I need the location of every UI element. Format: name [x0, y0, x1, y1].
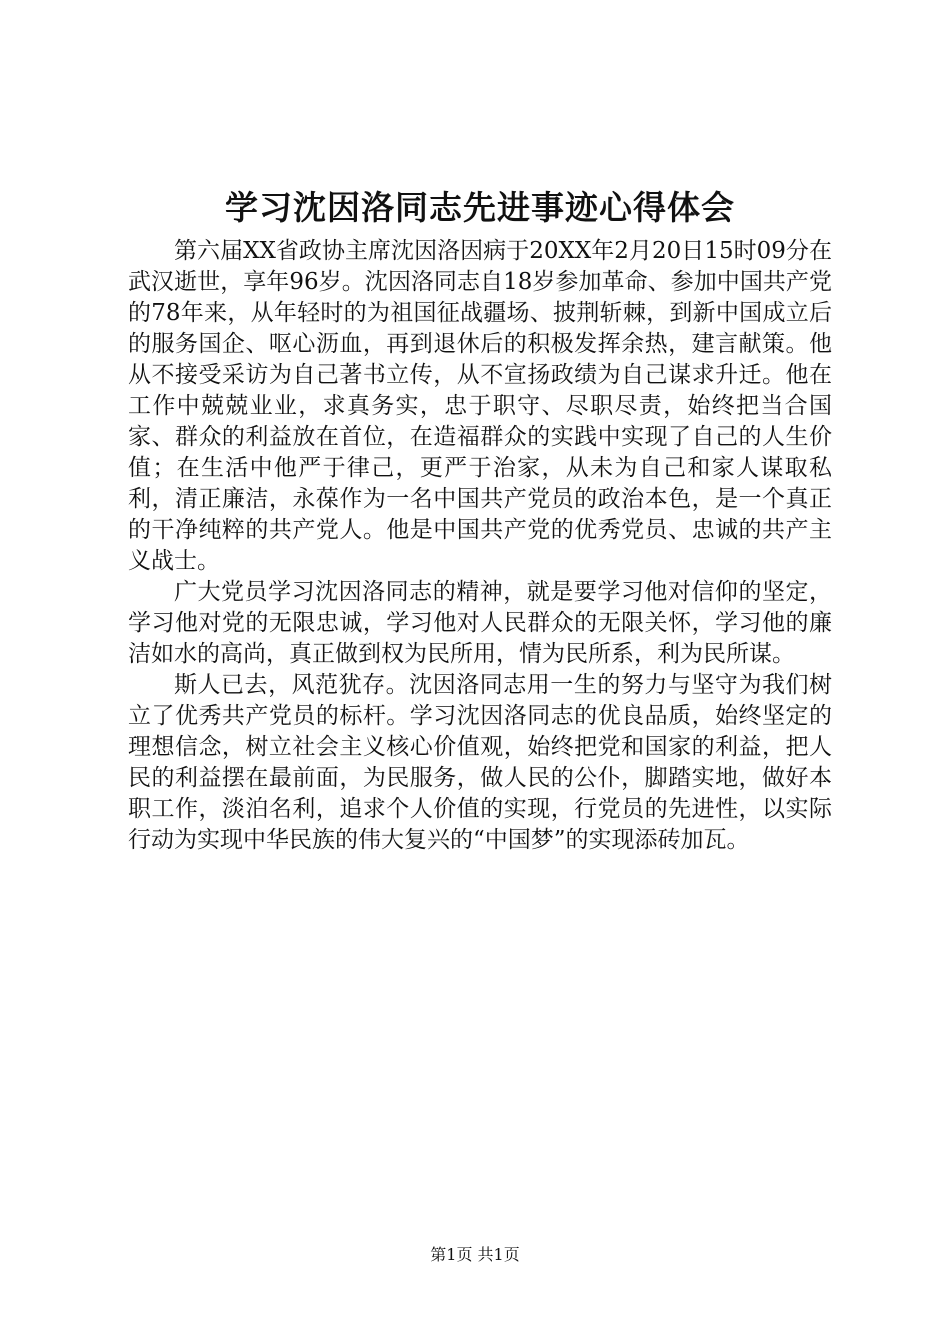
page-footer: 第1页 共1页 — [430, 1245, 520, 1264]
paragraph-3: 斯人已去，风范犹存。沈因洛同志用一生的努力与坚守为我们树立了优秀共产党员的标杆。学习沈因洛同志的优良品质，始终坚定的理想信念，树立社会主义核心价值观，始终把党和国家的利益，把人民的利益摆在最前面，为民服务，做人民的公仆，脚踏实地，做好本职工作，淡泊名利，追求个人价值的实现，行党员的先进性，以实际行动为实现中华民族的伟大复兴的“中国梦”的实现添砖加瓦。 — [128, 672, 832, 853]
document-body — [128, 236, 832, 856]
paragraph-2: 广大党员学习沈因洛同志的精神，就是要学习他对信仰的坚定，学习他对党的无限忠诚，学习他对人民群众的无限关怀，学习他的廉洁如水的高尚，真正做到权为民所用，情为民所系，利为民所谋。 — [128, 579, 832, 667]
document-title: 学习沈因洛同志先进事迹心得体会 — [225, 188, 735, 227]
paragraph-1: 第六届XX省政协主席沈因洛因病于20XX年2月20日15时09分在武汉逝世，享年96岁。沈因洛同志自18岁参加革命、参加中国共产党的78年来，从年轻时的为祖国征战疆场、披荆斩棘，到新中国成立后的服务国企、呕心沥血，再到退休后的积极发挥余热，建言献策。他从不接受采访为自己著书立传，从不宣扬政绩为自己谋求升迁。他在工作中兢兢业业，求真务实，忠于职守、尽职尽责，始终把当合国家、群众的利益放在首位，在造福群众的实践中实现了自己的人生价值；在生活中他严于律己，更严于治家，从未为自己和家人谋取私利，清正廉洁，永葆作为一名中国共产党员的政治本色，是一个真正的干净纯粹的共产党人。他是中国共产党的优秀党员、忠诚的共产主义战士。 — [128, 238, 832, 574]
